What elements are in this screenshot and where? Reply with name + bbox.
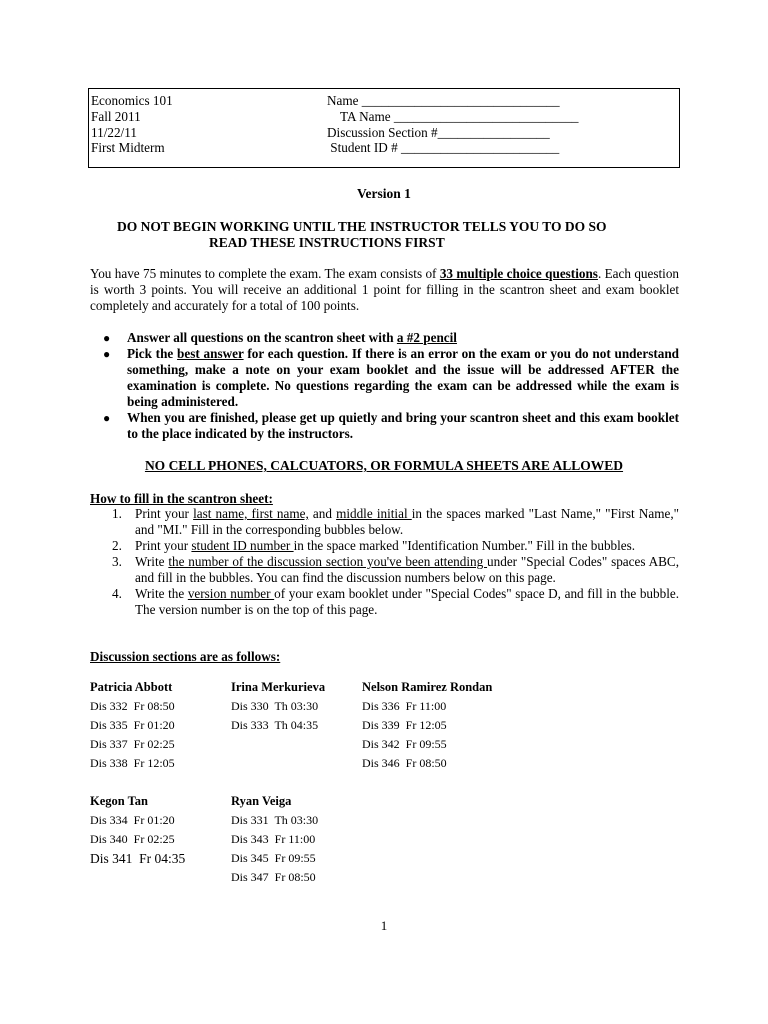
section-entry: Dis 343 Fr 11:00 xyxy=(231,832,316,846)
section-entry: Dis 345 Fr 09:55 xyxy=(231,851,316,865)
bullet-icon: ● xyxy=(103,347,111,361)
section-entry: Dis 338 Fr 12:05 xyxy=(90,756,175,770)
pencil-requirement: a #2 pencil xyxy=(396,330,457,345)
step-text: Print your xyxy=(135,538,192,553)
bullet-icon: ● xyxy=(103,331,111,345)
step-number: 2. xyxy=(112,538,122,553)
instruction-item xyxy=(90,346,679,410)
section-entry: Dis 340 Fr 02:25 xyxy=(90,832,175,846)
section-entry: Dis 333 Th 04:35 xyxy=(231,718,319,732)
step-number: 1. xyxy=(112,506,122,521)
exam-title: First Midterm xyxy=(91,140,165,156)
bullet-icon: ● xyxy=(103,411,111,425)
ta-name: Patricia Abbott xyxy=(90,680,173,694)
step-emphasis: last name, first name, xyxy=(193,506,309,521)
exam-header-box xyxy=(88,88,680,168)
discussion-sections-title: Discussion sections are as follows: xyxy=(90,649,281,664)
step-number: 4. xyxy=(112,586,122,601)
section-entry: Dis 335 Fr 01:20 xyxy=(90,718,175,732)
step-text: in the space marked "Identification Number." Fill in the bubbles. xyxy=(293,538,636,553)
ta-name: Irina Merkurieva xyxy=(231,680,326,694)
scantron-step xyxy=(90,586,679,618)
section-entry: Dis 337 Fr 02:25 xyxy=(90,737,175,751)
no-phones-notice: NO CELL PHONES, CALCUATORS, OR FORMULA SHEETS ARE ALLOWED xyxy=(144,458,624,473)
section-entry: Dis 346 Fr 08:50 xyxy=(362,756,447,770)
question-count: 33 multiple choice questions xyxy=(439,266,598,281)
section-entry: Dis 334 Fr 01:20 xyxy=(90,813,175,827)
version-label: Version 1 xyxy=(357,186,411,201)
ta-block-veiga xyxy=(231,792,318,887)
ta-block-tan xyxy=(90,792,185,868)
ta-block-abbott xyxy=(90,678,175,773)
step-number: 3. xyxy=(112,554,122,569)
ta-name: Nelson Ramirez Rondan xyxy=(362,680,493,694)
step-emphasis: middle initial xyxy=(336,506,412,521)
instruction-item xyxy=(90,330,679,346)
step-text: in the spaces marked "Last Name," "First Name," and "MI." Fill in the corresponding bubbles below. xyxy=(135,506,680,537)
page-number: 1 xyxy=(380,918,388,933)
step-text: Write the xyxy=(135,586,188,601)
section-entry: Dis 347 Fr 08:50 xyxy=(231,870,316,884)
intro-text-2: . Each question is worth 3 points. You will receive an additional 1 point for filling in the scantron sheet and exam booklet completely and accurately for a total of 100 points. xyxy=(90,266,680,313)
step-text: and xyxy=(308,506,337,521)
section-entry: Dis 336 Fr 11:00 xyxy=(362,699,447,713)
student-id-field: Student ID # ________________________ xyxy=(327,140,560,156)
section-entry: Dis 332 Fr 08:50 xyxy=(90,699,175,713)
term: Fall 2011 xyxy=(91,108,141,124)
ta-block-ramirez-rondan xyxy=(362,678,492,773)
ta-name: Ryan Veiga xyxy=(231,794,292,808)
intro-paragraph xyxy=(90,266,679,314)
name-field: Name ______________________________ xyxy=(327,93,560,108)
ta-name-field: TA Name ____________________________ xyxy=(340,108,579,124)
step-emphasis: the number of the discussion section you've been attending xyxy=(168,554,488,569)
warning-line-2: READ THESE INSTRUCTIONS FIRST xyxy=(209,235,445,250)
scantron-step xyxy=(90,538,679,554)
student-info-fields xyxy=(327,93,579,156)
discussion-section-field: Discussion Section #_________________ xyxy=(327,124,550,140)
exam-date: 11/22/11 xyxy=(91,124,137,140)
step-text: under "Special Codes" spaces ABC, and fill in the bubbles. You can find the discussion numbers below on this page. xyxy=(135,554,679,585)
instruction-item xyxy=(90,410,679,442)
section-entry: Dis 341 Fr 04:35 xyxy=(90,851,186,866)
step-text: Write xyxy=(135,554,169,569)
ta-name: Kegon Tan xyxy=(90,794,149,808)
step-emphasis: version number xyxy=(187,586,275,601)
best-answer-emphasis: best answer xyxy=(177,346,244,361)
instruction-text: Pick the xyxy=(127,346,178,361)
step-text: of your exam booklet under "Special Codes" space D, and fill in the bubble. The version number is on the top of this page. xyxy=(135,586,680,617)
instruction-text: for each question. If there is an error on the exam or you do not understand something, make a note on your exam booklet and the issue will be addressed AFTER the examination is complete. No questions regarding the exam can be addressed while the exam is being administered. xyxy=(127,346,680,409)
section-entry: Dis 331 Th 03:30 xyxy=(231,813,319,827)
step-text: Print your xyxy=(135,506,194,521)
scantron-instructions-title: How to fill in the scantron sheet: xyxy=(90,491,273,506)
step-emphasis: student ID number xyxy=(191,538,294,553)
scantron-step xyxy=(90,554,679,586)
instructions-list xyxy=(90,330,679,442)
section-entry: Dis 342 Fr 09:55 xyxy=(362,737,447,751)
section-entry: Dis 330 Th 03:30 xyxy=(231,699,319,713)
warning-line-1: DO NOT BEGIN WORKING UNTIL THE INSTRUCTOR TELLS YOU TO DO SO xyxy=(117,219,607,234)
section-entry: Dis 339 Fr 12:05 xyxy=(362,718,447,732)
scantron-step xyxy=(90,506,679,538)
course-info xyxy=(91,93,173,156)
intro-text-1: You have 75 minutes to complete the exam. The exam consists of xyxy=(90,266,440,281)
ta-block-merkurieva xyxy=(231,678,325,735)
course-name: Economics 101 xyxy=(91,93,173,108)
scantron-steps xyxy=(90,506,679,618)
instruction-text: Answer all questions on the scantron sheet with xyxy=(127,330,397,345)
instruction-text: When you are finished, please get up quietly and bring your scantron sheet and this exam booklet to the place indicated by the instructors. xyxy=(127,410,679,441)
